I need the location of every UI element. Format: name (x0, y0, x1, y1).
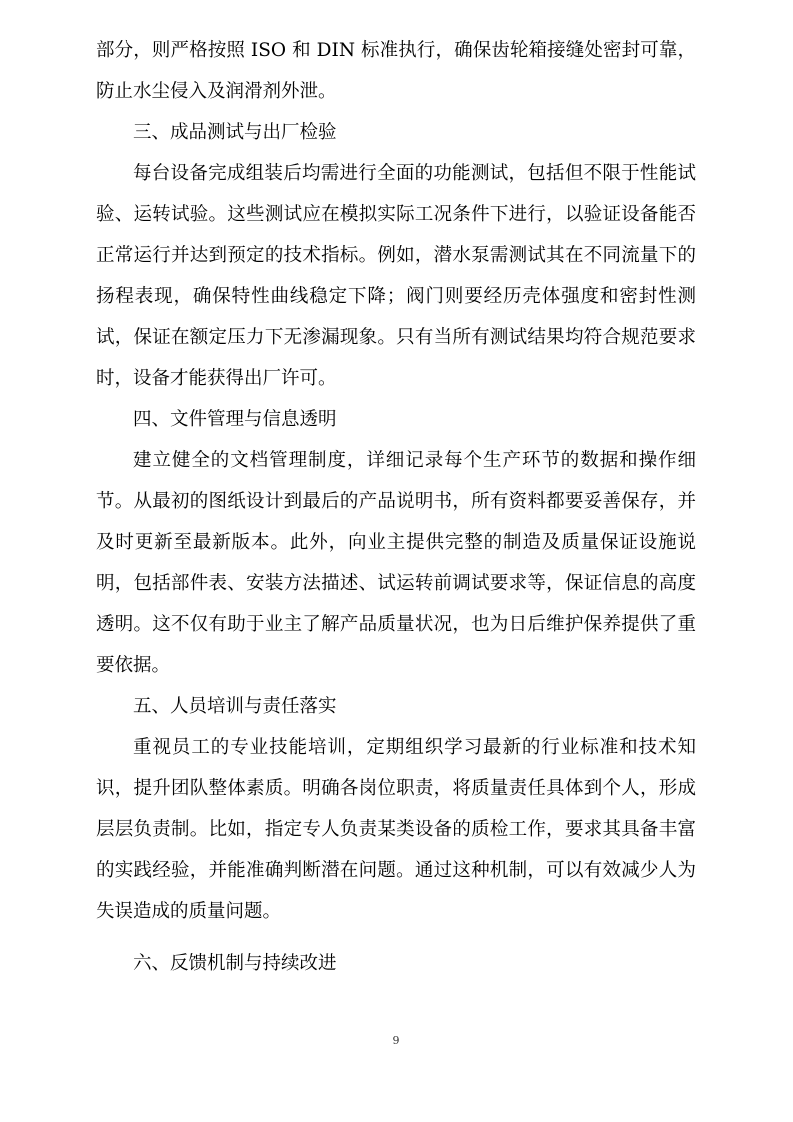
section-heading: 五、人员培训与责任落实 (133, 696, 337, 717)
body-text-line: 试，保证在额定压力下无渗漏现象。只有当所有测试结果均符合规范要求 (96, 327, 696, 348)
body-text-line: 验、运转试验。这些测试应在模拟实际工况条件下进行，以验证设备能否 (96, 204, 696, 225)
paragraph-first-line: 建立健全的文档管理制度，详细记录每个生产环节的数据和操作细 (133, 450, 696, 471)
body-text-line: 部分，则严格按照 ISO 和 DIN 标准执行，确保齿轮箱接缝处密封可靠， (96, 40, 696, 61)
body-text-line: 层层负责制。比如，指定专人负责某类设备的质检工作，要求其具备丰富 (96, 819, 696, 840)
section-heading: 六、反馈机制与持续改进 (133, 953, 337, 974)
page-number: 9 (392, 1034, 400, 1047)
body-text-line: 失误造成的质量问题。 (96, 901, 282, 922)
paragraph-first-line: 每台设备完成组装后均需进行全面的功能测试，包括但不限于性能试 (133, 163, 696, 184)
body-text-line: 的实践经验，并能准确判断潜在问题。通过这种机制，可以有效减少人为 (96, 860, 696, 881)
paragraph-first-line: 重视员工的专业技能培训，定期组织学习最新的行业标准和技术知 (133, 737, 696, 758)
body-text-line: 明，包括部件表、安装方法描述、试运转前调试要求等，保证信息的高度 (96, 573, 696, 594)
body-text-line: 时，设备才能获得出厂许可。 (96, 368, 337, 389)
body-text-line: 及时更新至最新版本。此外，向业主提供完整的制造及质量保证设施说 (96, 532, 696, 553)
body-text-line: 透明。这不仅有助于业主了解产品质量状况，也为日后维护保养提供了重 (96, 614, 696, 635)
body-text-line: 正常运行并达到预定的技术指标。例如，潜水泵需测试其在不同流量下的 (96, 245, 696, 266)
section-heading: 三、成品测试与出厂检验 (133, 122, 337, 143)
body-text-line: 扬程表现，确保特性曲线稳定下降；阀门则要经历壳体强度和密封性测 (96, 286, 696, 307)
body-text-line: 要依据。 (96, 655, 171, 676)
body-text-line: 防止水尘侵入及润滑剂外泄。 (96, 81, 337, 102)
body-text-line: 节。从最初的图纸设计到最后的产品说明书，所有资料都要妥善保存，并 (96, 491, 696, 512)
section-heading: 四、文件管理与信息透明 (133, 409, 337, 430)
body-text-line: 识，提升团队整体素质。明确各岗位职责，将质量责任具体到个人，形成 (96, 778, 696, 799)
